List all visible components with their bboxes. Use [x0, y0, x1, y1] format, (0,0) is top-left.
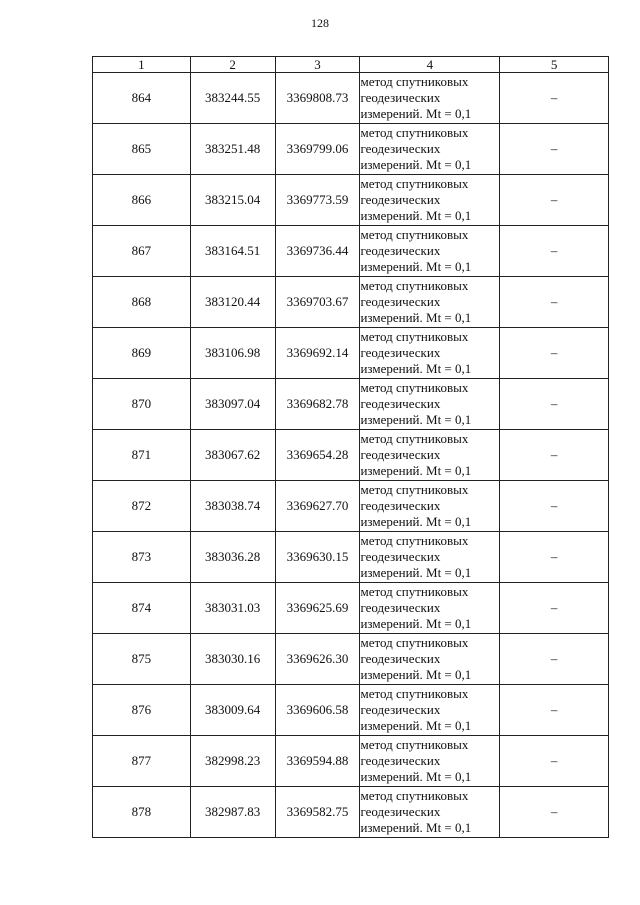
y-coordinate-cell: 3369808.73 [275, 73, 360, 124]
table-row [93, 226, 609, 277]
method-cell [360, 787, 500, 838]
point-number-cell: 872 [93, 481, 191, 532]
x-coordinate-cell: 383164.51 [190, 226, 275, 277]
table-row [93, 736, 609, 787]
method-line: метод спутниковых [360, 74, 469, 89]
method-line: метод спутниковых [360, 176, 469, 191]
method-cell [360, 379, 500, 430]
page-number: 128 [311, 16, 329, 30]
x-coordinate-cell: 383251.48 [190, 124, 275, 175]
table-row [93, 787, 609, 838]
x-coordinate-cell: 383030.16 [190, 634, 275, 685]
column-header-1: 1 [93, 57, 191, 73]
method-line: геодезических [360, 651, 441, 666]
x-coordinate-cell: 383036.28 [190, 532, 275, 583]
method-line: геодезических [360, 141, 441, 156]
method-line: измерений. Mt = 0,1 [360, 106, 472, 121]
x-coordinate-cell: 383215.04 [190, 175, 275, 226]
method-line: метод спутниковых [360, 380, 469, 395]
point-number-cell: 876 [93, 685, 191, 736]
method-cell [360, 175, 500, 226]
method-line: метод спутниковых [360, 329, 469, 344]
method-line: геодезических [360, 447, 441, 462]
note-cell: – [500, 685, 609, 736]
method-line: геодезических [360, 600, 441, 615]
x-coordinate-cell: 383120.44 [190, 277, 275, 328]
y-coordinate-cell: 3369626.30 [275, 634, 360, 685]
table-row [93, 73, 609, 124]
method-cell [360, 226, 500, 277]
x-coordinate-cell: 383244.55 [190, 73, 275, 124]
point-number-cell: 867 [93, 226, 191, 277]
method-line: геодезических [360, 243, 441, 258]
method-cell [360, 481, 500, 532]
column-header-4: 4 [360, 57, 500, 73]
y-coordinate-cell: 3369773.59 [275, 175, 360, 226]
method-line: метод спутниковых [360, 686, 469, 701]
note-cell: – [500, 481, 609, 532]
note-cell: – [500, 379, 609, 430]
y-coordinate-cell: 3369627.70 [275, 481, 360, 532]
coordinates-table [92, 56, 609, 838]
point-number-cell: 877 [93, 736, 191, 787]
point-number-cell: 870 [93, 379, 191, 430]
method-line: геодезических [360, 294, 441, 309]
method-line: метод спутниковых [360, 431, 469, 446]
table-row [93, 277, 609, 328]
method-line: метод спутниковых [360, 635, 469, 650]
x-coordinate-cell: 383106.98 [190, 328, 275, 379]
method-line: измерений. Mt = 0,1 [360, 769, 472, 784]
column-header-5: 5 [500, 57, 609, 73]
y-coordinate-cell: 3369736.44 [275, 226, 360, 277]
method-line: геодезических [360, 192, 441, 207]
method-line: метод спутниковых [360, 278, 469, 293]
method-cell [360, 532, 500, 583]
table-row [93, 685, 609, 736]
method-line: геодезических [360, 345, 441, 360]
method-line: измерений. Mt = 0,1 [360, 259, 472, 274]
method-line: метод спутниковых [360, 788, 469, 803]
note-cell: – [500, 532, 609, 583]
method-line: измерений. Mt = 0,1 [360, 565, 472, 580]
point-number-cell: 878 [93, 787, 191, 838]
x-coordinate-cell: 383031.03 [190, 583, 275, 634]
y-coordinate-cell: 3369630.15 [275, 532, 360, 583]
table-body [93, 73, 609, 838]
y-coordinate-cell: 3369625.69 [275, 583, 360, 634]
method-line: измерений. Mt = 0,1 [360, 157, 472, 172]
method-line: измерений. Mt = 0,1 [360, 514, 472, 529]
x-coordinate-cell: 382998.23 [190, 736, 275, 787]
method-cell [360, 736, 500, 787]
column-header-3: 3 [275, 57, 360, 73]
point-number-cell: 864 [93, 73, 191, 124]
table-row [93, 583, 609, 634]
method-line: геодезических [360, 549, 441, 564]
method-line: геодезических [360, 702, 441, 717]
method-line: измерений. Mt = 0,1 [360, 361, 472, 376]
y-coordinate-cell: 3369654.28 [275, 430, 360, 481]
note-cell: – [500, 277, 609, 328]
note-cell: – [500, 73, 609, 124]
method-line: измерений. Mt = 0,1 [360, 667, 472, 682]
method-line: метод спутниковых [360, 482, 469, 497]
point-number-cell: 871 [93, 430, 191, 481]
method-line: измерений. Mt = 0,1 [360, 718, 472, 733]
note-cell: – [500, 634, 609, 685]
point-number-cell: 873 [93, 532, 191, 583]
point-number-cell: 865 [93, 124, 191, 175]
table-row [93, 328, 609, 379]
note-cell: – [500, 430, 609, 481]
y-coordinate-cell: 3369692.14 [275, 328, 360, 379]
x-coordinate-cell: 383038.74 [190, 481, 275, 532]
point-number-cell: 874 [93, 583, 191, 634]
method-line: измерений. Mt = 0,1 [360, 463, 472, 478]
y-coordinate-cell: 3369703.67 [275, 277, 360, 328]
table-row [93, 175, 609, 226]
point-number-cell: 869 [93, 328, 191, 379]
method-line: метод спутниковых [360, 584, 469, 599]
method-line: геодезических [360, 804, 441, 819]
note-cell: – [500, 175, 609, 226]
method-line: метод спутниковых [360, 227, 469, 242]
note-cell: – [500, 787, 609, 838]
method-line: геодезических [360, 90, 441, 105]
method-cell [360, 634, 500, 685]
method-line: метод спутниковых [360, 125, 469, 140]
method-line: измерений. Mt = 0,1 [360, 208, 472, 223]
point-number-cell: 875 [93, 634, 191, 685]
method-cell [360, 328, 500, 379]
column-header-2: 2 [190, 57, 275, 73]
method-line: измерений. Mt = 0,1 [360, 820, 472, 835]
note-cell: – [500, 583, 609, 634]
method-line: геодезических [360, 498, 441, 513]
x-coordinate-cell: 383097.04 [190, 379, 275, 430]
y-coordinate-cell: 3369682.78 [275, 379, 360, 430]
x-coordinate-cell: 383009.64 [190, 685, 275, 736]
x-coordinate-cell: 383067.62 [190, 430, 275, 481]
table-header-row [93, 57, 609, 73]
point-number-cell: 868 [93, 277, 191, 328]
table-row [93, 430, 609, 481]
note-cell: – [500, 124, 609, 175]
method-cell [360, 73, 500, 124]
method-cell [360, 685, 500, 736]
table-row [93, 532, 609, 583]
table-row [93, 481, 609, 532]
x-coordinate-cell: 382987.83 [190, 787, 275, 838]
method-line: геодезических [360, 753, 441, 768]
method-line: измерений. Mt = 0,1 [360, 616, 472, 631]
method-line: измерений. Mt = 0,1 [360, 310, 472, 325]
table-row [93, 379, 609, 430]
method-cell [360, 124, 500, 175]
table-row [93, 634, 609, 685]
method-cell [360, 583, 500, 634]
method-cell [360, 430, 500, 481]
method-cell [360, 277, 500, 328]
y-coordinate-cell: 3369799.06 [275, 124, 360, 175]
note-cell: – [500, 736, 609, 787]
point-number-cell: 866 [93, 175, 191, 226]
method-line: метод спутниковых [360, 533, 469, 548]
note-cell: – [500, 226, 609, 277]
table-row [93, 124, 609, 175]
note-cell: – [500, 328, 609, 379]
y-coordinate-cell: 3369582.75 [275, 787, 360, 838]
method-line: геодезических [360, 396, 441, 411]
method-line: метод спутниковых [360, 737, 469, 752]
y-coordinate-cell: 3369594.88 [275, 736, 360, 787]
method-line: измерений. Mt = 0,1 [360, 412, 472, 427]
y-coordinate-cell: 3369606.58 [275, 685, 360, 736]
